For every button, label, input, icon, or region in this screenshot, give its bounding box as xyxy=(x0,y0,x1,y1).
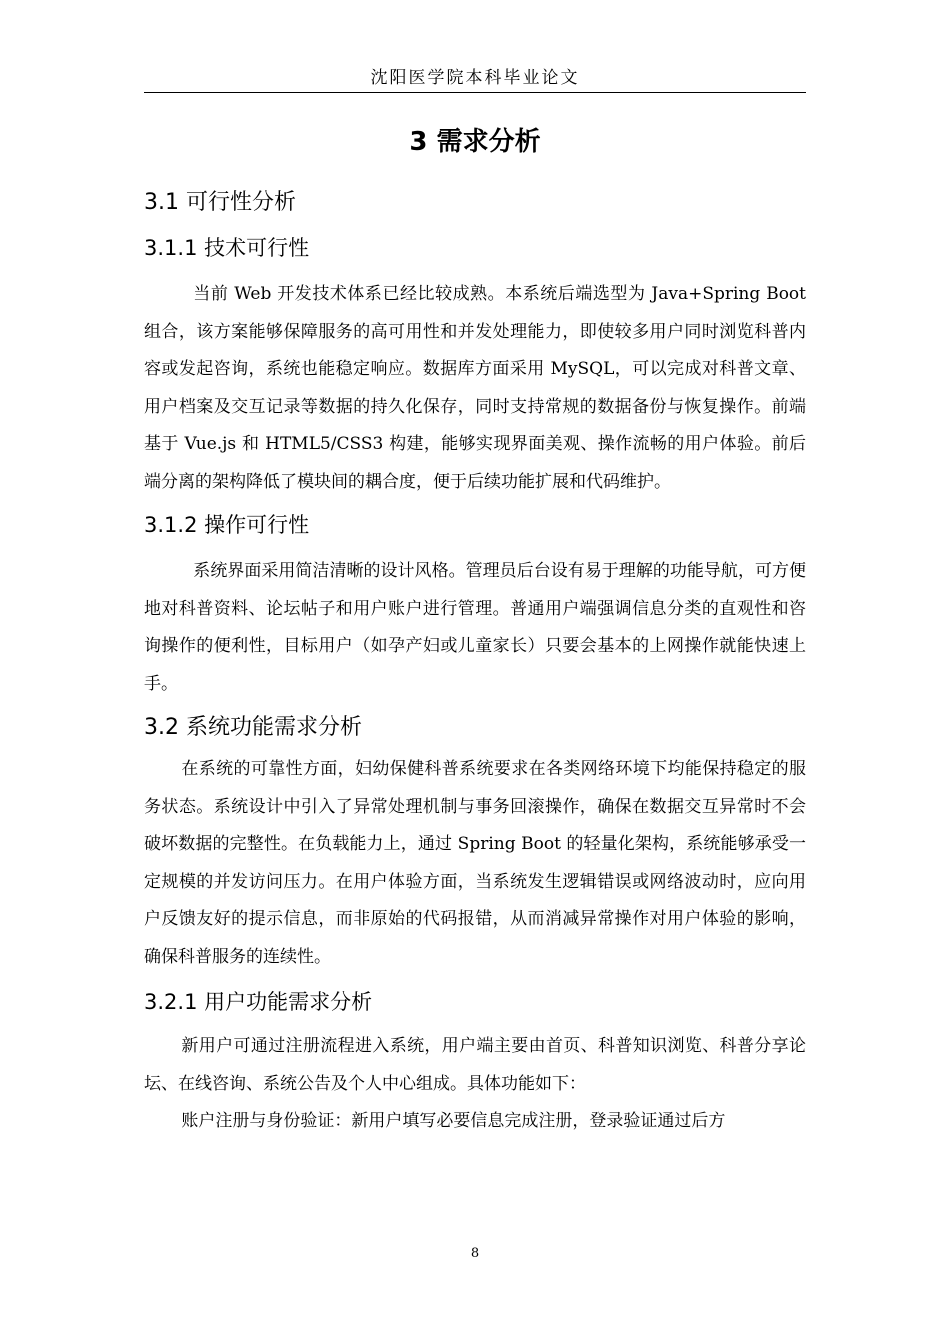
section-3-2-title: 3.2 系统功能需求分析 xyxy=(144,715,362,740)
section-3-2-1-paragraph-1: 新用户可通过注册流程进入系统，用户端主要由首页、科普知识浏览、科普分享论坛、在线咨询、系统公告及个人中心组成。具体功能如下： xyxy=(144,1036,806,1094)
section-3-1-1-paragraph: 当前 Web 开发技术体系已经比较成熟。本系统后端选型为 Java+Spring Boot 组合，该方案能够保障服务的高可用性和并发处理能力，即使较多用户同时浏览科普内容或发起咨询，系统也能稳定响应。数据库方面采用 MySQL，可以完成对科普文章、用户档案及交互记录等数据的持久化保存，同时支持常规的数据备份与恢复操作。前端基于 Vue.js 和 HTML5/CSS3 构建，能够实现界面美观、操作流畅的用户体验。前后端分离的架构降低了模块间的耦合度，便于后续功能扩展和代码维护。 xyxy=(144,284,806,492)
page-header xyxy=(144,64,806,93)
section-3-1-title: 3.1 可行性分析 xyxy=(144,190,296,215)
chapter-title: 3 需求分析 xyxy=(409,127,541,157)
header-title: 沈阳医学院本科毕业论文 xyxy=(370,68,580,88)
page-number: 8 xyxy=(470,1246,480,1261)
document-body xyxy=(144,118,806,1141)
section-3-1-2-paragraph: 系统界面采用简洁清晰的设计风格。管理员后台设有易于理解的功能导航，可方便地对科普资料、论坛帖子和用户账户进行管理。普通用户端强调信息分类的直观性和咨询操作的便利性，目标用户（如孕产妇或儿童家长）只要会基本的上网操作就能快速上手。 xyxy=(144,561,806,694)
section-3-2-1-paragraph-2: 账户注册与身份验证：新用户填写必要信息完成注册，登录验证通过后方 xyxy=(181,1111,726,1131)
section-3-2-1-title: 3.2.1 用户功能需求分析 xyxy=(144,990,373,1014)
section-3-2-paragraph: 在系统的可靠性方面，妇幼保健科普系统要求在各类网络环境下均能保持稳定的服务状态。系统设计中引入了异常处理机制与事务回滚操作，确保在数据交互异常时不会破坏数据的完整性。在负载能力上，通过 Spring Boot 的轻量化架构，系统能够承受一定规模的并发访问压力。在用户体验方面，当系统发生逻辑错误或网络波动时，应向用户反馈友好的提示信息，而非原始的代码报错，从而消减异常操作对用户体验的影响，确保科普服务的连续性。 xyxy=(144,759,806,967)
section-3-1-2-title: 3.1.2 操作可行性 xyxy=(144,513,310,537)
section-3-1-1-title: 3.1.1 技术可行性 xyxy=(144,236,310,260)
